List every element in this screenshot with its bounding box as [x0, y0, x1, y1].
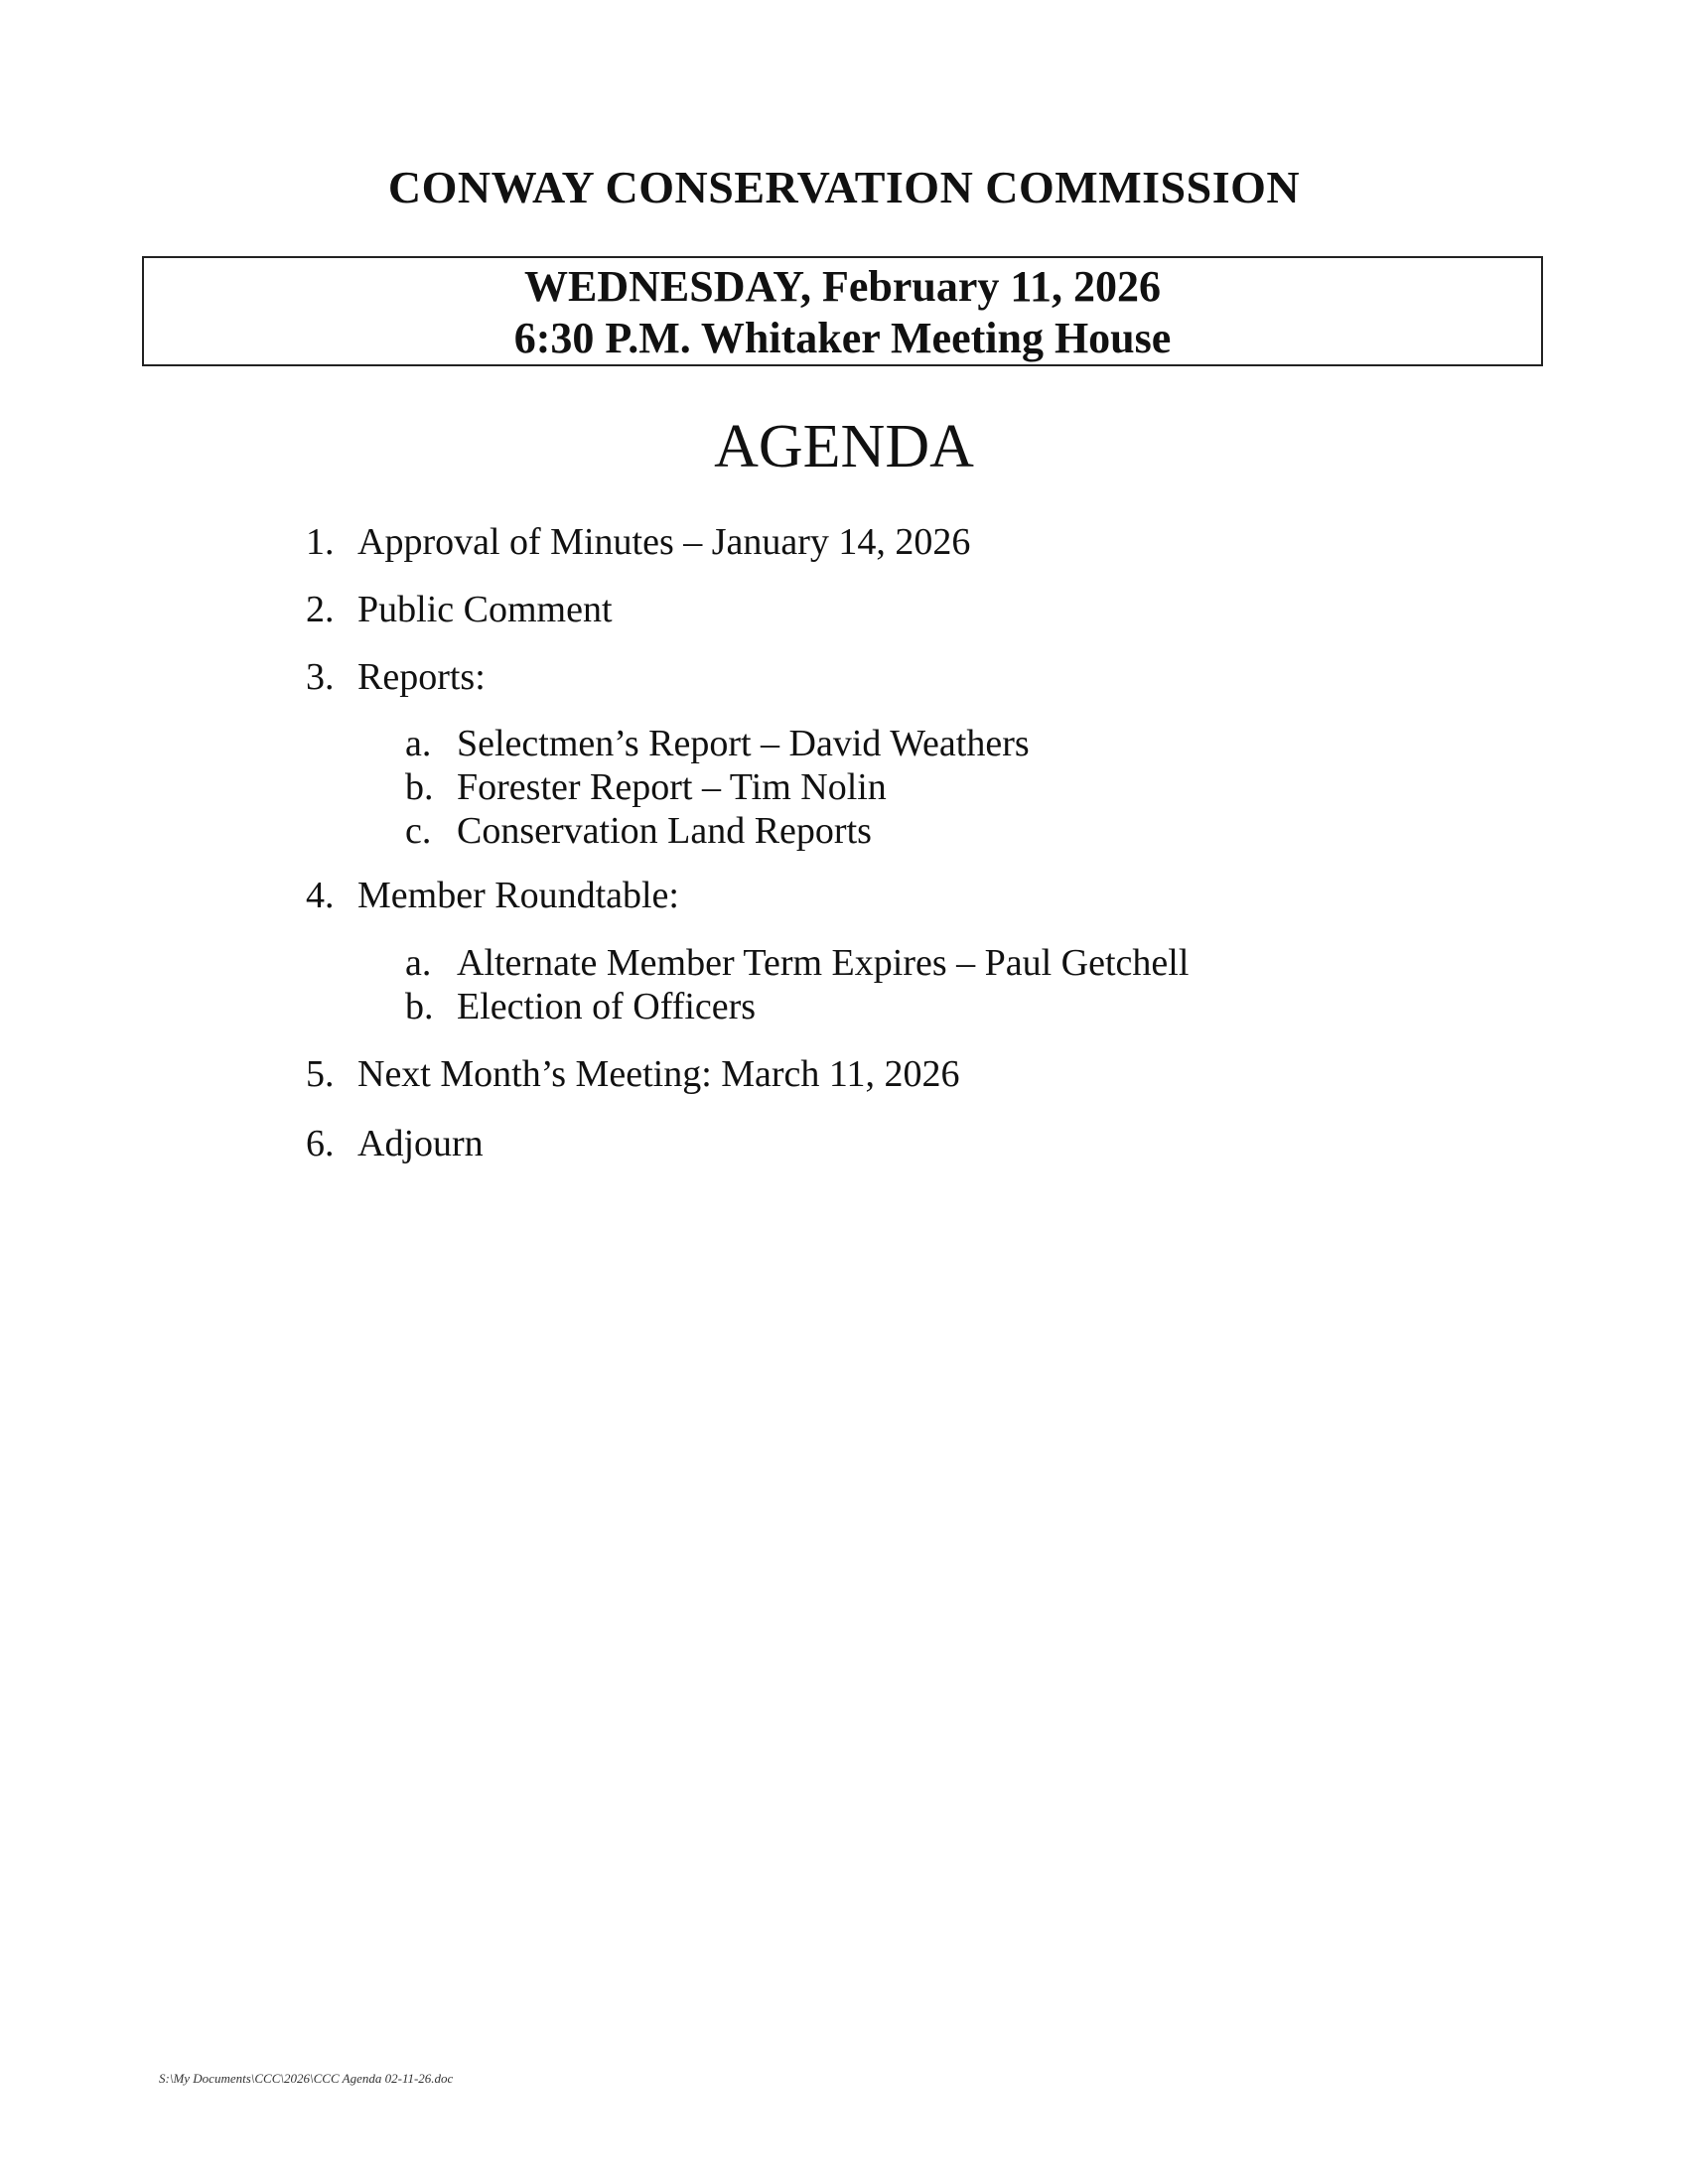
- agenda-subitem: [405, 765, 1299, 809]
- agenda-item-text: Member Roundtable:: [357, 875, 679, 916]
- agenda-subitem-text: Alternate Member Term Expires – Paul Getchell: [457, 942, 1190, 984]
- agenda-item-number: 6.: [306, 1123, 335, 1164]
- agenda-subitem-letter: b.: [405, 986, 434, 1027]
- agenda-item-number: 4.: [306, 875, 335, 916]
- agenda-item-text: Public Comment: [357, 589, 613, 630]
- agenda-subitem: [405, 722, 1299, 765]
- agenda-subitem: [405, 809, 1299, 853]
- agenda-subitem-text: Election of Officers: [457, 986, 757, 1027]
- agenda-heading: AGENDA: [714, 413, 974, 480]
- agenda-item-text: Adjourn: [357, 1123, 484, 1164]
- agenda-item-number: 2.: [306, 589, 335, 630]
- agenda-subitem: [405, 941, 1299, 985]
- meeting-time-location: 6:30 P.M. Whitaker Meeting House: [513, 314, 1172, 362]
- agenda-item-number: 1.: [306, 521, 335, 563]
- agenda-subitem-text: Forester Report – Tim Nolin: [457, 766, 887, 808]
- meeting-info-box: [142, 256, 1543, 366]
- agenda-subitem-letter: b.: [405, 766, 434, 808]
- agenda-item-number: 3.: [306, 656, 335, 698]
- meeting-day-date: WEDNESDAY, February 11, 2026: [524, 262, 1161, 311]
- agenda-item: [306, 655, 1199, 699]
- agenda-subitem: [405, 985, 1299, 1028]
- agenda-item-text: Next Month’s Meeting: March 11, 2026: [357, 1053, 960, 1095]
- agenda-subitem-text: Selectmen’s Report – David Weathers: [457, 723, 1030, 764]
- agenda-subitem-text: Conservation Land Reports: [457, 810, 872, 852]
- agenda-item-text: Approval of Minutes – January 14, 2026: [357, 521, 971, 563]
- agenda-item: [306, 874, 1199, 917]
- agenda-item: [306, 1122, 1199, 1165]
- agenda-subitem-letter: a.: [405, 723, 432, 764]
- agenda-item-number: 5.: [306, 1053, 335, 1095]
- agenda-subitem-letter: c.: [405, 810, 432, 852]
- agenda-subitem-letter: a.: [405, 942, 432, 984]
- agenda-item-text: Reports:: [357, 656, 486, 698]
- organization-title: CONWAY CONSERVATION COMMISSION: [387, 162, 1301, 212]
- footer-file-path: S:\My Documents\CCC\2026\CCC Agenda 02-11-26.doc: [159, 2071, 454, 2086]
- agenda-item: [306, 1052, 1199, 1096]
- agenda-item: [306, 520, 1199, 564]
- agenda-item: [306, 588, 1199, 631]
